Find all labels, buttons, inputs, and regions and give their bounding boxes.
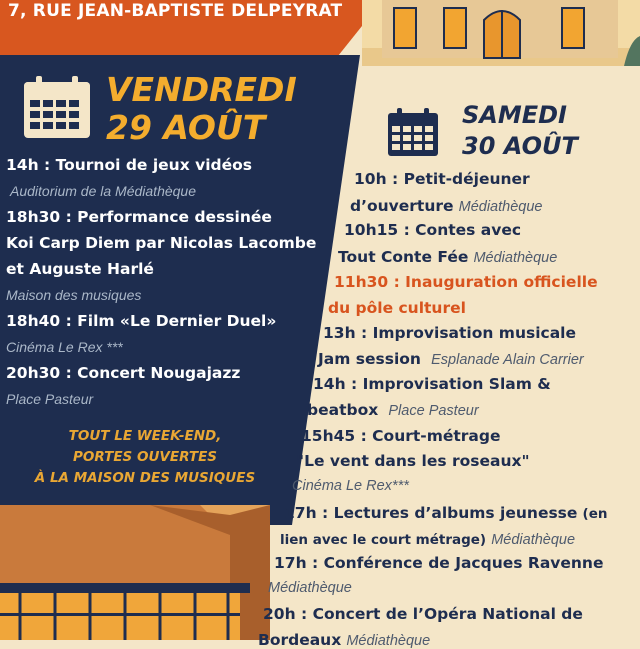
building-illustration-top — [362, 0, 640, 66]
saturday-event-9-venue: Médiathèque — [346, 633, 431, 649]
saturday-event-8-title: 17h : Conférence de Jacques Ravenne — [274, 554, 604, 572]
weekend-note-line2: PORTES OUVERTES — [72, 449, 218, 465]
saturday-event-2-venue: Médiathèque — [473, 250, 558, 266]
saturday-event-6-venue: Cinéma Le Rex*** — [292, 478, 409, 494]
friday-event-3-venue: Cinéma Le Rex *** — [6, 339, 123, 355]
saturday-event-1-line2: d’ouverture Médiathèque — [350, 197, 543, 215]
saturday-event-4-title: 13h : Improvisation musicale — [323, 324, 577, 342]
calendar-icon — [24, 76, 90, 138]
saturday-event-2-title: 10h15 : Contes avec — [344, 221, 522, 239]
saturday-event-1-venue: Médiathèque — [458, 199, 543, 215]
friday-date-title: 29 AOÛT — [106, 108, 266, 147]
calendar-icon — [388, 108, 438, 156]
friday-event-1-title: 14h : Tournoi de jeux vidéos — [6, 156, 252, 174]
friday-event-4-venue: Place Pasteur — [6, 391, 94, 407]
saturday-event-5-title: 14h : Improvisation Slam & — [313, 375, 551, 393]
saturday-event-9-line2: Bordeaux Médiathèque — [258, 631, 431, 649]
friday-event-2-title-line3: et Auguste Harlé — [6, 260, 154, 278]
saturday-event-7-title: 17h : Lectures d’albums jeunesse (en — [284, 504, 608, 522]
saturday-event-5-line2: beatbox Place Pasteur — [307, 401, 479, 419]
saturday-event-9-title: 20h : Concert de l’Opéra National de — [263, 605, 583, 623]
friday-event-2-title-line2: Koi Carp Diem par Nicolas Lacombe — [6, 234, 317, 252]
saturday-event-6-title: 15h45 : Court-métrage — [301, 427, 501, 445]
friday-event-2-title: 18h30 : Performance dessinée — [6, 208, 272, 226]
saturday-event-3-line2: du pôle culturel — [328, 299, 466, 317]
saturday-event-5-venue: Place Pasteur — [388, 403, 479, 419]
weekend-note-line3: À LA MAISON DES MUSIQUES — [34, 470, 256, 486]
saturday-event-4-line2: Jam session Esplanade Alain Carrier — [318, 350, 584, 368]
saturday-event-3-title: 11h30 : Inauguration officielle — [334, 273, 598, 291]
saturday-date-title: 30 AOÛT — [462, 132, 578, 160]
saturday-event-7-venue: Médiathèque — [491, 532, 576, 548]
address-text: 7, RUE JEAN-BAPTISTE DELPEYRAT — [8, 1, 343, 21]
friday-event-1-venue: Auditorium de la Médiathèque — [10, 183, 197, 199]
saturday-day-title: SAMEDI — [462, 101, 567, 129]
saturday-event-4-venue: Esplanade Alain Carrier — [431, 352, 584, 368]
saturday-event-2-line2: Tout Conte Fée Médiathèque — [338, 248, 558, 266]
weekend-note-line1: TOUT LE WEEK-END, — [68, 428, 222, 444]
friday-day-title: VENDREDI — [106, 70, 297, 109]
saturday-event-1-title: 10h : Petit-déjeuner — [354, 170, 530, 188]
saturday-event-7-line2: lien avec le court métrage) Médiathèque — [280, 532, 576, 548]
saturday-event-6-line2: "Le vent dans les roseaux" — [296, 452, 530, 470]
friday-event-2-venue: Maison des musiques — [6, 287, 142, 303]
building-illustration-bottom — [0, 505, 270, 640]
saturday-event-8-venue: Médiathèque — [268, 580, 352, 596]
friday-event-4-title: 20h30 : Concert Nougajazz — [6, 364, 241, 382]
friday-event-3-title: 18h40 : Film «Le Dernier Duel» — [6, 312, 277, 330]
